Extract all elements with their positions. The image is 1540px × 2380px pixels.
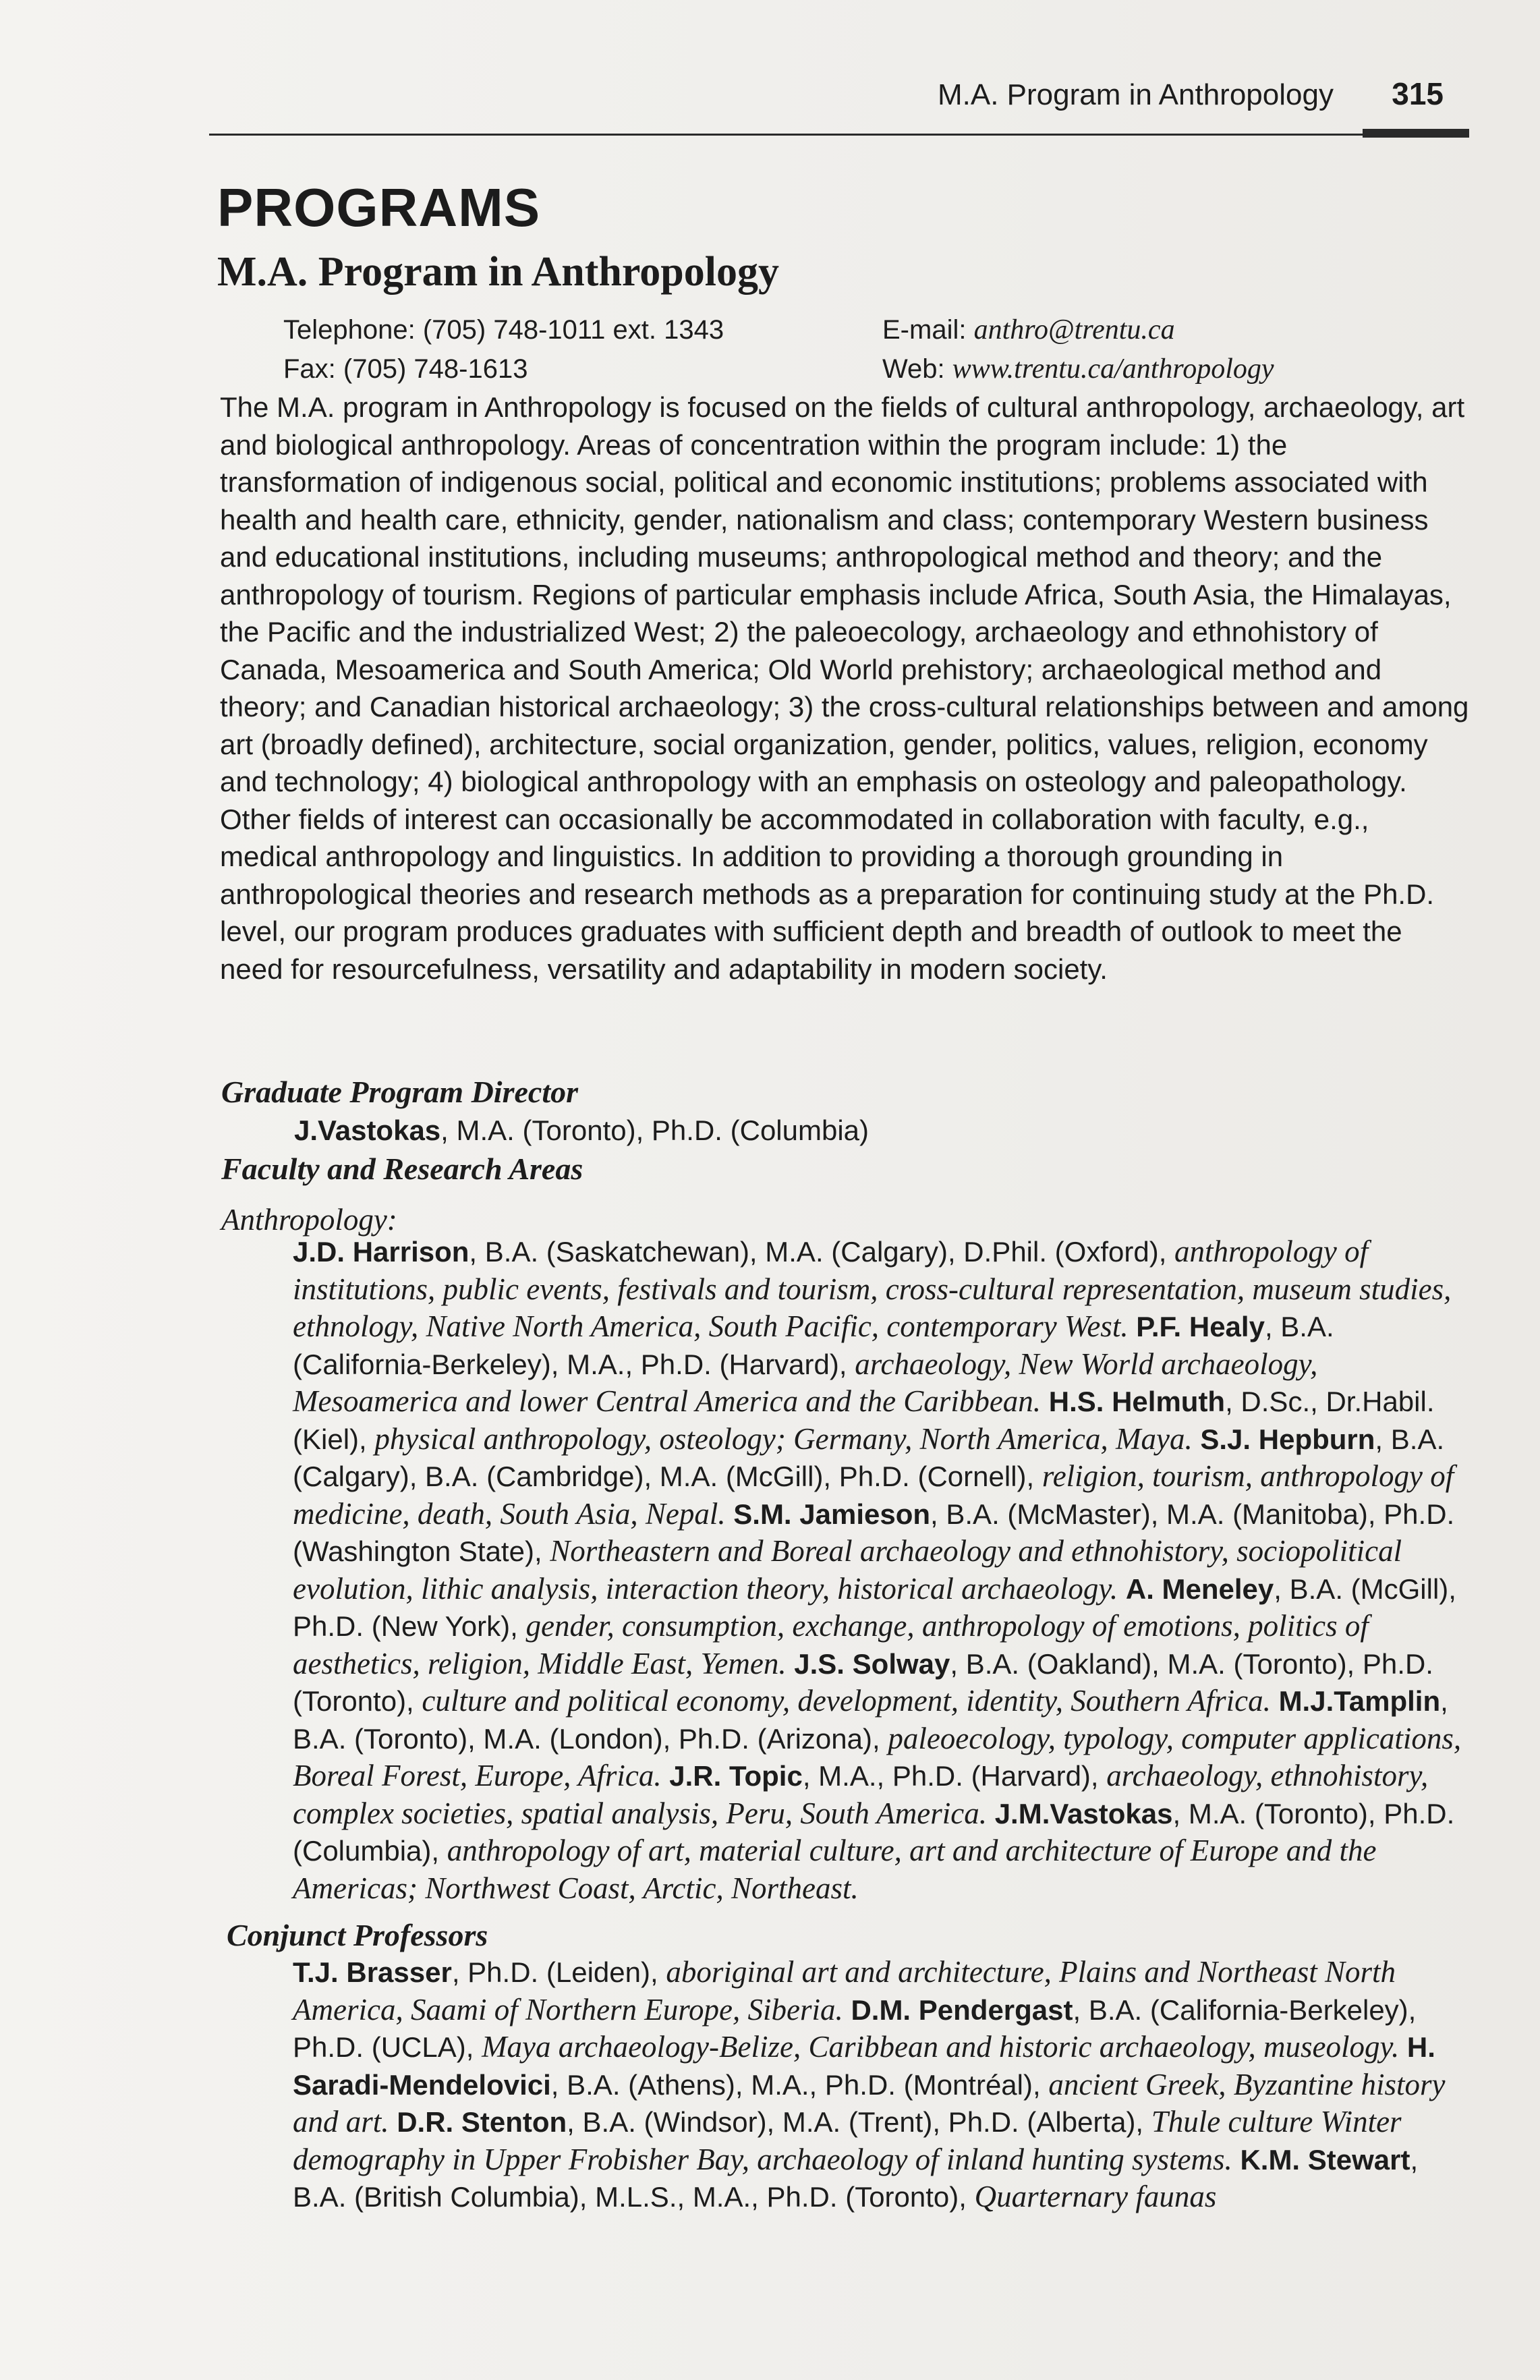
member-degrees: , B.A. (Toronto), M.A. (London), Ph.D. (Arizona), [293,1685,1448,1755]
member-name: J.R. Topic [669,1760,803,1792]
member-degrees: , M.A. (Toronto), Ph.D. (Columbia), [293,1797,1455,1867]
member-name: S.J. Hepburn [1200,1423,1375,1455]
member-name: J.D. Harrison [293,1236,469,1268]
member-areas: archaeology, New World archaeology, Mesoamerica and lower Central America and the Caribbean. [293,1347,1318,1418]
faculty-paragraph [293,1233,1475,1907]
member-name: M.J.Tamplin [1278,1685,1441,1717]
member-name: J.M.Vastokas [994,1797,1173,1830]
member-name: J.S. Solway [794,1647,950,1680]
member-name: H. Saradi-Mendelovici [293,2031,1435,2101]
director-name: J.Vastokas [294,1114,441,1146]
member-areas: anthropology of art, material culture, art and architecture of Europe and the Americas; Northwest Coast, Arctic, Northeast. [293,1834,1377,1905]
member-degrees: , B.A. (British Columbia), M.L.S., M.A., Ph.D. (Toronto), [293,2143,1419,2213]
program-description [220,389,1469,988]
member-areas: paleoecology, typology, computer applications, Boreal Forest, Europe, Africa. [293,1721,1462,1792]
conjunct-heading: Conjunct Professors [227,1918,488,1952]
member-name: P.F. Healy [1136,1311,1265,1342]
program-title: M.A. Program in Anthropology [217,249,780,295]
running-head [938,76,1444,112]
member-areas: physical anthropology, osteology; Germany, North America, Maya. [374,1421,1193,1456]
member-name: D.M. Pendergast [851,1993,1073,2026]
telephone: Telephone: (705) 748-1011 ext. 1343 [283,315,724,345]
member-areas: Northeastern and Boreal archaeology and ethnohistory, sociopolitical evolution, lithic analysis, interaction theory, historical archaeology. [293,1534,1402,1606]
page-number: 315 [1392,76,1444,111]
header-rule-accent [1363,129,1469,138]
member-degrees: , D.Sc., Dr.Habil. (Kiel), [293,1386,1435,1455]
member-name: D.R. Stenton [397,2106,567,2138]
director-credentials: , M.A. (Toronto), Ph.D. (Columbia) [440,1114,869,1146]
header-rule [209,134,1469,136]
member-degrees: , Ph.D. (Leiden), [451,1956,666,1988]
section-title: PROGRAMS [217,177,541,237]
running-head-title: M.A. Program in Anthropology [938,78,1334,111]
faculty-heading: Faculty and Research Areas [221,1152,583,1186]
member-areas: anthropology of institutions, public events, festivals and tourism, cross-cultural representation, museum studies, ethnology, Native North America, South Pacific, contemporary West. [293,1235,1452,1343]
member-name: T.J. Brasser [293,1956,452,1988]
member-name: K.M. Stewart [1240,2143,1410,2176]
faculty-sublabel: Anthropology: [221,1203,397,1237]
email-line [882,310,1175,349]
member-degrees: , B.A. (Calgary), B.A. (Cambridge), M.A. (McGill), Ph.D. (Cornell), [293,1423,1445,1492]
faculty-list [293,1233,1475,1907]
member-areas: Maya archaeology-Belize, Caribbean and historic archaeology, museology. [482,2030,1400,2064]
conjunct-paragraph [293,1954,1475,2216]
member-name: S.M. Jamieson [733,1498,931,1530]
member-areas: ancient Greek, Byzantine history and art. [293,2067,1446,2138]
email-link[interactable]: anthro@trentu.ca [973,314,1175,345]
conjunct-list [293,1954,1475,2216]
member-areas: culture and political economy, development, identity, Southern Africa. [422,1684,1271,1718]
member-degrees: , M.A., Ph.D. (Harvard), [802,1760,1107,1792]
director-heading: Graduate Program Director [221,1075,578,1109]
director-entry [294,1112,869,1150]
intro-paragraph: The M.A. program in Anthropology is focused on the fields of cultural anthropology, archaeology, art and biological anthropology. Areas of concentration within the program include: 1) the transformation of indigenous social, political and economic institutions; problems associated with health and health care, ethnicity, gender, nationalism and class; contemporary Western business and educational institutions, including museums; anthropological method and theory; and the anthropology of tourism. Regions of particular emphasis include Africa, South Asia, the Himalayas, the Pacific and the industrialized West; 2) the paleoecology, archaeology and ethnohistory of Canada, Mesoamerica and South America; Old World prehistory; archaeological method and theory; and Canadian historical archaeology; 3) the cross-cultural relationships between and among art (broadly defined), architecture, social organization, gender, politics, values, religion, economy and technology; 4) biological anthropology with an emphasis on osteology and paleopathology. Other fields of interest can occasionally be accommodated in collaboration with faculty, e.g., medical anthropology and linguistics. In addition to providing a thorough grounding in anthropological theories and research methods as a preparation for continuing study at the Ph.D. level, our program produces graduates with sufficient depth and breadth of outlook to meet the need for resourcefulness, versatility and adaptability in modern society. [220,391,1469,985]
member-name: A. Meneley [1125,1572,1274,1605]
member-areas: archaeology, ethnohistory, complex societies, spatial analysis, Peru, South America. [293,1759,1429,1830]
web-label: Web: [882,354,952,384]
member-degrees: , B.A. (Windsor), M.A. (Trent), Ph.D. (Alberta), [567,2106,1151,2138]
member-areas: religion, tourism, anthropology of medicine, death, South Asia, Nepal. [293,1459,1454,1531]
member-degrees: , B.A. (Saskatchewan), M.A. (Calgary), D.Phil. (Oxford), [469,1236,1175,1268]
member-areas: aboriginal art and architecture, Plains and Northeast North America, Saami of Northern Europe, Siberia. [293,1955,1396,2027]
member-degrees: , B.A. (McGill), Ph.D. (New York), [293,1572,1456,1642]
fax: Fax: (705) 748-1613 [283,354,528,384]
conjunct-member [293,2106,1402,2176]
web-line [882,349,1274,389]
member-degrees: , B.A. (McMaster), M.A. (Manitoba), Ph.D. (Washington State), [293,1498,1455,1567]
member-degrees: , B.A. (Athens), M.A., Ph.D. (Montréal), [550,2068,1049,2101]
member-degrees: , B.A. (Oakland), M.A. (Toronto), Ph.D. (Toronto), [293,1647,1433,1717]
member-areas: Quarternary faunas [974,2180,1217,2213]
email-label: E-mail: [882,315,974,345]
member-areas: gender, consumption, exchange, anthropology of emotions, politics of aesthetics, religion, Middle East, Yemen. [293,1609,1369,1680]
member-degrees: , B.A. (California-Berkeley), M.A., Ph.D. (Harvard), [293,1311,1334,1380]
contact-info [283,310,1430,389]
member-name: H.S. Helmuth [1048,1386,1226,1417]
member-areas: Thule culture Winter demography in Upper Frobisher Bay, archaeology of inland hunting systems. [293,2105,1402,2176]
web-link[interactable]: www.trentu.ca/anthropology [952,353,1274,385]
member-degrees: , B.A. (California-Berkeley), Ph.D. (UCLA), [293,1993,1417,2063]
